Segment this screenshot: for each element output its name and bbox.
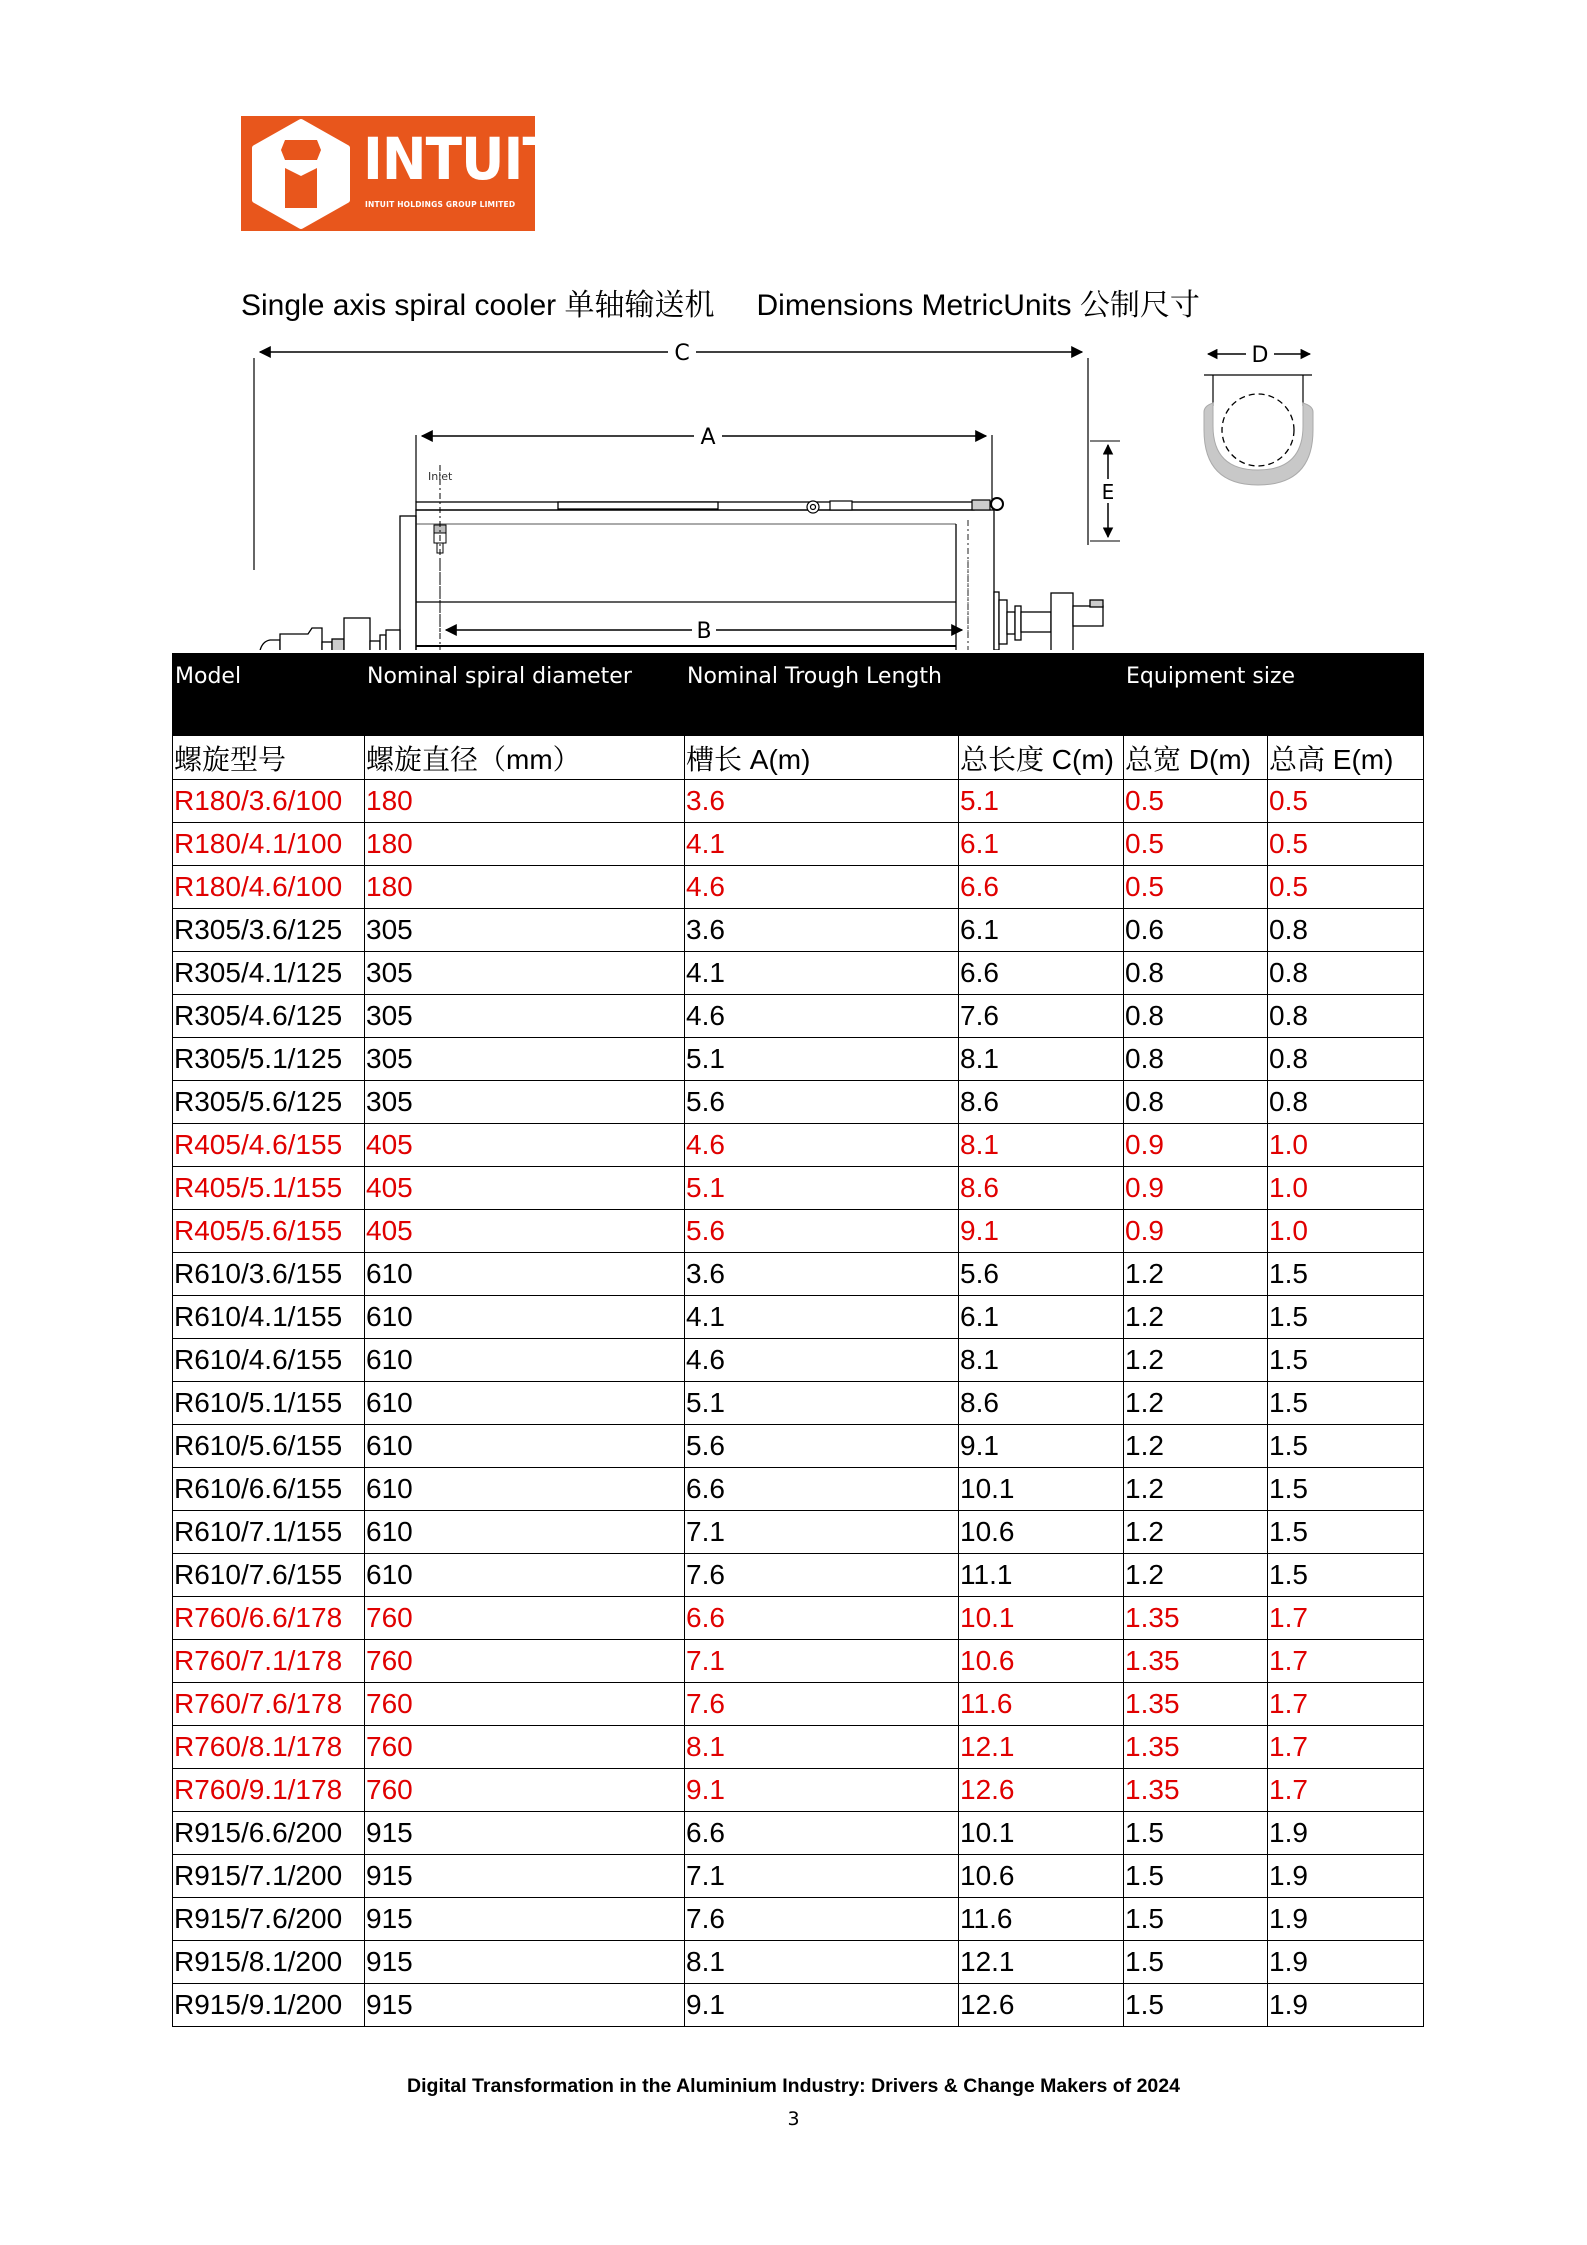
- table-row: [173, 995, 1424, 1038]
- table-row: [173, 1167, 1424, 1210]
- cell-height-e: 0.8: [1268, 1038, 1424, 1081]
- label-d: D: [1251, 343, 1269, 368]
- cell-width-d: 1.2: [1124, 1468, 1268, 1511]
- logo-tagline: INTUIT HOLDINGS GROUP LIMITED: [365, 200, 516, 209]
- table-row: [173, 1339, 1424, 1382]
- label-b: B: [696, 619, 712, 640]
- cell-width-d: 1.5: [1124, 1812, 1268, 1855]
- cell-trough-a: 5.6: [685, 1081, 959, 1124]
- cell-diameter: 305: [365, 1038, 685, 1081]
- cell-width-d: 1.2: [1124, 1382, 1268, 1425]
- table-row: [173, 952, 1424, 995]
- cell-width-d: 1.35: [1124, 1726, 1268, 1769]
- cell-length-c: 5.1: [959, 780, 1124, 823]
- cell-trough-a: 6.6: [685, 1597, 959, 1640]
- header-diameter: Nominal spiral diameter: [365, 654, 685, 736]
- table-row: [173, 780, 1424, 823]
- header-model: Model: [173, 654, 365, 736]
- table-row: [173, 1210, 1424, 1253]
- table-row: [173, 1898, 1424, 1941]
- cell-height-e: 0.8: [1268, 1081, 1424, 1124]
- dimension-c: [254, 341, 1088, 570]
- cell-height-e: 0.5: [1268, 780, 1424, 823]
- cell-length-c: 11.6: [959, 1683, 1124, 1726]
- cell-diameter: 760: [365, 1769, 685, 1812]
- logo-wordmark: INTUIT: [363, 125, 558, 193]
- cell-length-c: 6.6: [959, 866, 1124, 909]
- cell-height-e: 1.5: [1268, 1554, 1424, 1597]
- cell-width-d: 1.2: [1124, 1339, 1268, 1382]
- cell-diameter: 915: [365, 1941, 685, 1984]
- cell-model: R305/5.6/125: [173, 1081, 365, 1124]
- cell-height-e: 1.5: [1268, 1511, 1424, 1554]
- cell-trough-a: 4.1: [685, 952, 959, 995]
- cell-length-c: 5.6: [959, 1253, 1124, 1296]
- table-row: [173, 866, 1424, 909]
- cell-width-d: 1.35: [1124, 1769, 1268, 1812]
- header-cn-model: 螺旋型号: [173, 736, 365, 780]
- label-inlet: Inlet: [428, 470, 453, 483]
- cell-diameter: 610: [365, 1425, 685, 1468]
- cell-height-e: 1.7: [1268, 1640, 1424, 1683]
- cell-width-d: 0.9: [1124, 1167, 1268, 1210]
- title-sub: Dimensions MetricUnits 公制尺寸: [756, 289, 1200, 322]
- cross-section-diagram: [1100, 330, 1360, 530]
- title-main: Single axis spiral cooler 单轴输送机: [241, 289, 715, 322]
- cell-trough-a: 7.1: [685, 1855, 959, 1898]
- cell-width-d: 0.5: [1124, 866, 1268, 909]
- cell-model: R405/4.6/155: [173, 1124, 365, 1167]
- cell-diameter: 610: [365, 1468, 685, 1511]
- table-row: [173, 1296, 1424, 1339]
- cell-diameter: 405: [365, 1210, 685, 1253]
- cell-diameter: 305: [365, 995, 685, 1038]
- spec-table: [172, 653, 1424, 2027]
- cell-height-e: 1.7: [1268, 1597, 1424, 1640]
- label-c: C: [674, 341, 690, 366]
- table-row: [173, 1468, 1424, 1511]
- cell-length-c: 10.1: [959, 1812, 1124, 1855]
- table-row: [173, 1425, 1424, 1468]
- cell-model: R760/7.1/178: [173, 1640, 365, 1683]
- cell-trough-a: 3.6: [685, 1253, 959, 1296]
- cell-length-c: 8.1: [959, 1124, 1124, 1167]
- cell-height-e: 1.5: [1268, 1296, 1424, 1339]
- cell-diameter: 610: [365, 1339, 685, 1382]
- cell-length-c: 10.1: [959, 1597, 1124, 1640]
- cell-model: R760/8.1/178: [173, 1726, 365, 1769]
- cell-length-c: 6.6: [959, 952, 1124, 995]
- cell-width-d: 1.35: [1124, 1683, 1268, 1726]
- cell-trough-a: 4.1: [685, 823, 959, 866]
- cell-trough-a: 7.6: [685, 1898, 959, 1941]
- cell-model: R915/7.1/200: [173, 1855, 365, 1898]
- cell-length-c: 9.1: [959, 1210, 1124, 1253]
- cell-length-c: 10.6: [959, 1640, 1124, 1683]
- cell-width-d: 1.2: [1124, 1425, 1268, 1468]
- dimension-a: [416, 425, 992, 502]
- table-row: [173, 1554, 1424, 1597]
- cell-model: R305/4.6/125: [173, 995, 365, 1038]
- cell-width-d: 0.8: [1124, 995, 1268, 1038]
- cell-model: R610/6.6/155: [173, 1468, 365, 1511]
- cell-model: R915/6.6/200: [173, 1812, 365, 1855]
- cell-trough-a: 8.1: [685, 1941, 959, 1984]
- header-cn-trough-a: 槽长 A(m): [685, 736, 959, 780]
- cell-model: R180/4.6/100: [173, 866, 365, 909]
- cell-length-c: 8.6: [959, 1081, 1124, 1124]
- cell-length-c: 9.1: [959, 1425, 1124, 1468]
- cell-length-c: 8.6: [959, 1167, 1124, 1210]
- cell-trough-a: 4.1: [685, 1296, 959, 1339]
- cell-diameter: 180: [365, 823, 685, 866]
- cell-width-d: 0.9: [1124, 1124, 1268, 1167]
- cell-width-d: 1.2: [1124, 1253, 1268, 1296]
- table-row: [173, 1812, 1424, 1855]
- cell-trough-a: 4.6: [685, 1339, 959, 1382]
- table-row: [173, 1769, 1424, 1812]
- cell-height-e: 0.8: [1268, 909, 1424, 952]
- cell-length-c: 12.1: [959, 1941, 1124, 1984]
- cell-diameter: 180: [365, 780, 685, 823]
- label-a: A: [700, 425, 716, 450]
- cell-height-e: 1.9: [1268, 1855, 1424, 1898]
- table-row: [173, 1855, 1424, 1898]
- cell-length-c: 11.6: [959, 1898, 1124, 1941]
- cell-trough-a: 7.6: [685, 1683, 959, 1726]
- cell-length-c: 8.1: [959, 1038, 1124, 1081]
- header-equipment-size: Equipment size: [1124, 654, 1424, 736]
- cell-height-e: 1.9: [1268, 1898, 1424, 1941]
- cell-model: R915/8.1/200: [173, 1941, 365, 1984]
- footer-title: Digital Transformation in the Aluminium Industry: Drivers & Change Makers of 2024: [407, 2075, 1180, 2097]
- cell-diameter: 760: [365, 1726, 685, 1769]
- cell-length-c: 12.1: [959, 1726, 1124, 1769]
- cell-trough-a: 5.1: [685, 1167, 959, 1210]
- header-cn-diameter: 螺旋直径（mm）: [365, 736, 685, 780]
- cell-diameter: 305: [365, 909, 685, 952]
- cell-model: R405/5.6/155: [173, 1210, 365, 1253]
- table-row: [173, 1941, 1424, 1984]
- cell-diameter: 610: [365, 1382, 685, 1425]
- cell-width-d: 0.8: [1124, 952, 1268, 995]
- cell-model: R760/9.1/178: [173, 1769, 365, 1812]
- cell-model: R305/4.1/125: [173, 952, 365, 995]
- cell-diameter: 915: [365, 1984, 685, 2027]
- cell-height-e: 1.5: [1268, 1468, 1424, 1511]
- cell-length-c: 6.1: [959, 823, 1124, 866]
- cell-height-e: 1.9: [1268, 1812, 1424, 1855]
- cell-trough-a: 3.6: [685, 780, 959, 823]
- header-trough-length: Nominal Trough Length: [685, 654, 1124, 736]
- table-row: [173, 1984, 1424, 2027]
- cell-height-e: 1.5: [1268, 1253, 1424, 1296]
- cell-model: R915/7.6/200: [173, 1898, 365, 1941]
- cell-width-d: 1.2: [1124, 1554, 1268, 1597]
- cell-height-e: 1.5: [1268, 1339, 1424, 1382]
- header-cn-length-c: 总长度 C(m): [959, 736, 1124, 780]
- label-e: E: [1101, 480, 1115, 504]
- table-row: [173, 1597, 1424, 1640]
- cell-model: R915/9.1/200: [173, 1984, 365, 2027]
- cell-width-d: 0.6: [1124, 909, 1268, 952]
- cell-diameter: 915: [365, 1812, 685, 1855]
- cell-model: R305/5.1/125: [173, 1038, 365, 1081]
- cell-trough-a: 7.6: [685, 1554, 959, 1597]
- cell-height-e: 1.9: [1268, 1941, 1424, 1984]
- cell-model: R760/6.6/178: [173, 1597, 365, 1640]
- cell-height-e: 1.0: [1268, 1210, 1424, 1253]
- cell-height-e: 1.0: [1268, 1124, 1424, 1167]
- cell-diameter: 915: [365, 1855, 685, 1898]
- header-row-english: [173, 654, 1424, 736]
- cell-height-e: 1.9: [1268, 1984, 1424, 2027]
- cell-diameter: 915: [365, 1898, 685, 1941]
- table-row: [173, 1511, 1424, 1554]
- table-row: [173, 1038, 1424, 1081]
- cell-height-e: 0.5: [1268, 823, 1424, 866]
- table-row: [173, 909, 1424, 952]
- cell-length-c: 8.6: [959, 1382, 1124, 1425]
- cell-height-e: 1.0: [1268, 1167, 1424, 1210]
- cell-trough-a: 7.1: [685, 1511, 959, 1554]
- cell-trough-a: 9.1: [685, 1984, 959, 2027]
- cell-width-d: 0.5: [1124, 823, 1268, 866]
- cell-length-c: 6.1: [959, 909, 1124, 952]
- table-row: [173, 1081, 1424, 1124]
- spec-table-body: [173, 780, 1424, 2027]
- cell-height-e: 0.8: [1268, 952, 1424, 995]
- header-row-chinese: [173, 736, 1424, 780]
- cell-trough-a: 6.6: [685, 1812, 959, 1855]
- cell-height-e: 1.7: [1268, 1769, 1424, 1812]
- cell-width-d: 0.5: [1124, 780, 1268, 823]
- company-logo: [241, 116, 558, 231]
- cell-model: R180/4.1/100: [173, 823, 365, 866]
- table-row: [173, 1124, 1424, 1167]
- cell-length-c: 10.6: [959, 1855, 1124, 1898]
- table-row: [173, 1640, 1424, 1683]
- cell-trough-a: 6.6: [685, 1468, 959, 1511]
- cell-trough-a: 3.6: [685, 909, 959, 952]
- cell-height-e: 1.5: [1268, 1425, 1424, 1468]
- cell-length-c: 11.1: [959, 1554, 1124, 1597]
- cell-diameter: 305: [365, 1081, 685, 1124]
- cell-height-e: 0.5: [1268, 866, 1424, 909]
- header-cn-width-d: 总宽 D(m): [1124, 736, 1268, 780]
- cell-diameter: 610: [365, 1554, 685, 1597]
- cell-length-c: 7.6: [959, 995, 1124, 1038]
- page-number: 3: [787, 2108, 800, 2130]
- cell-width-d: 0.9: [1124, 1210, 1268, 1253]
- cell-diameter: 610: [365, 1511, 685, 1554]
- cell-model: R610/4.1/155: [173, 1296, 365, 1339]
- cell-diameter: 305: [365, 952, 685, 995]
- cell-diameter: 760: [365, 1683, 685, 1726]
- cell-length-c: 12.6: [959, 1984, 1124, 2027]
- cell-diameter: 180: [365, 866, 685, 909]
- cell-model: R610/4.6/155: [173, 1339, 365, 1382]
- hexagon-i-icon: [241, 116, 361, 231]
- cell-height-e: 1.7: [1268, 1726, 1424, 1769]
- cell-diameter: 760: [365, 1597, 685, 1640]
- cell-trough-a: 8.1: [685, 1726, 959, 1769]
- cell-height-e: 0.8: [1268, 995, 1424, 1038]
- cell-height-e: 1.7: [1268, 1683, 1424, 1726]
- cell-length-c: 12.6: [959, 1769, 1124, 1812]
- dimension-b-overlay: [240, 560, 1140, 640]
- cell-width-d: 1.35: [1124, 1640, 1268, 1683]
- cell-width-d: 1.35: [1124, 1597, 1268, 1640]
- document-title: [241, 280, 1200, 324]
- cell-trough-a: 5.6: [685, 1425, 959, 1468]
- table-row: [173, 1683, 1424, 1726]
- cell-diameter: 405: [365, 1124, 685, 1167]
- cell-diameter: 405: [365, 1167, 685, 1210]
- cell-width-d: 1.5: [1124, 1855, 1268, 1898]
- cell-width-d: 1.2: [1124, 1511, 1268, 1554]
- cell-model: R610/5.1/155: [173, 1382, 365, 1425]
- cell-model: R610/7.1/155: [173, 1511, 365, 1554]
- table-row: [173, 1726, 1424, 1769]
- cell-width-d: 1.5: [1124, 1941, 1268, 1984]
- cell-length-c: 8.1: [959, 1339, 1124, 1382]
- cell-model: R305/3.6/125: [173, 909, 365, 952]
- cell-width-d: 0.8: [1124, 1038, 1268, 1081]
- cell-model: R760/7.6/178: [173, 1683, 365, 1726]
- cell-height-e: 1.5: [1268, 1382, 1424, 1425]
- cell-model: R610/3.6/155: [173, 1253, 365, 1296]
- cell-width-d: 1.5: [1124, 1898, 1268, 1941]
- cell-trough-a: 4.6: [685, 866, 959, 909]
- cell-model: R610/5.6/155: [173, 1425, 365, 1468]
- cell-trough-a: 4.6: [685, 995, 959, 1038]
- cell-width-d: 1.2: [1124, 1296, 1268, 1339]
- cell-trough-a: 5.1: [685, 1382, 959, 1425]
- cell-diameter: 760: [365, 1640, 685, 1683]
- cell-trough-a: 7.1: [685, 1640, 959, 1683]
- cell-length-c: 6.1: [959, 1296, 1124, 1339]
- cell-width-d: 0.8: [1124, 1081, 1268, 1124]
- cell-length-c: 10.1: [959, 1468, 1124, 1511]
- cell-diameter: 610: [365, 1253, 685, 1296]
- cell-length-c: 10.6: [959, 1511, 1124, 1554]
- header-cn-height-e: 总高 E(m): [1268, 736, 1424, 780]
- table-row: [173, 823, 1424, 866]
- cell-trough-a: 9.1: [685, 1769, 959, 1812]
- cell-trough-a: 5.6: [685, 1210, 959, 1253]
- cell-trough-a: 4.6: [685, 1124, 959, 1167]
- cell-width-d: 1.5: [1124, 1984, 1268, 2027]
- cell-model: R405/5.1/155: [173, 1167, 365, 1210]
- cell-model: R180/3.6/100: [173, 780, 365, 823]
- table-row: [173, 1253, 1424, 1296]
- cell-trough-a: 5.1: [685, 1038, 959, 1081]
- cell-model: R610/7.6/155: [173, 1554, 365, 1597]
- cell-diameter: 610: [365, 1296, 685, 1339]
- table-row: [173, 1382, 1424, 1425]
